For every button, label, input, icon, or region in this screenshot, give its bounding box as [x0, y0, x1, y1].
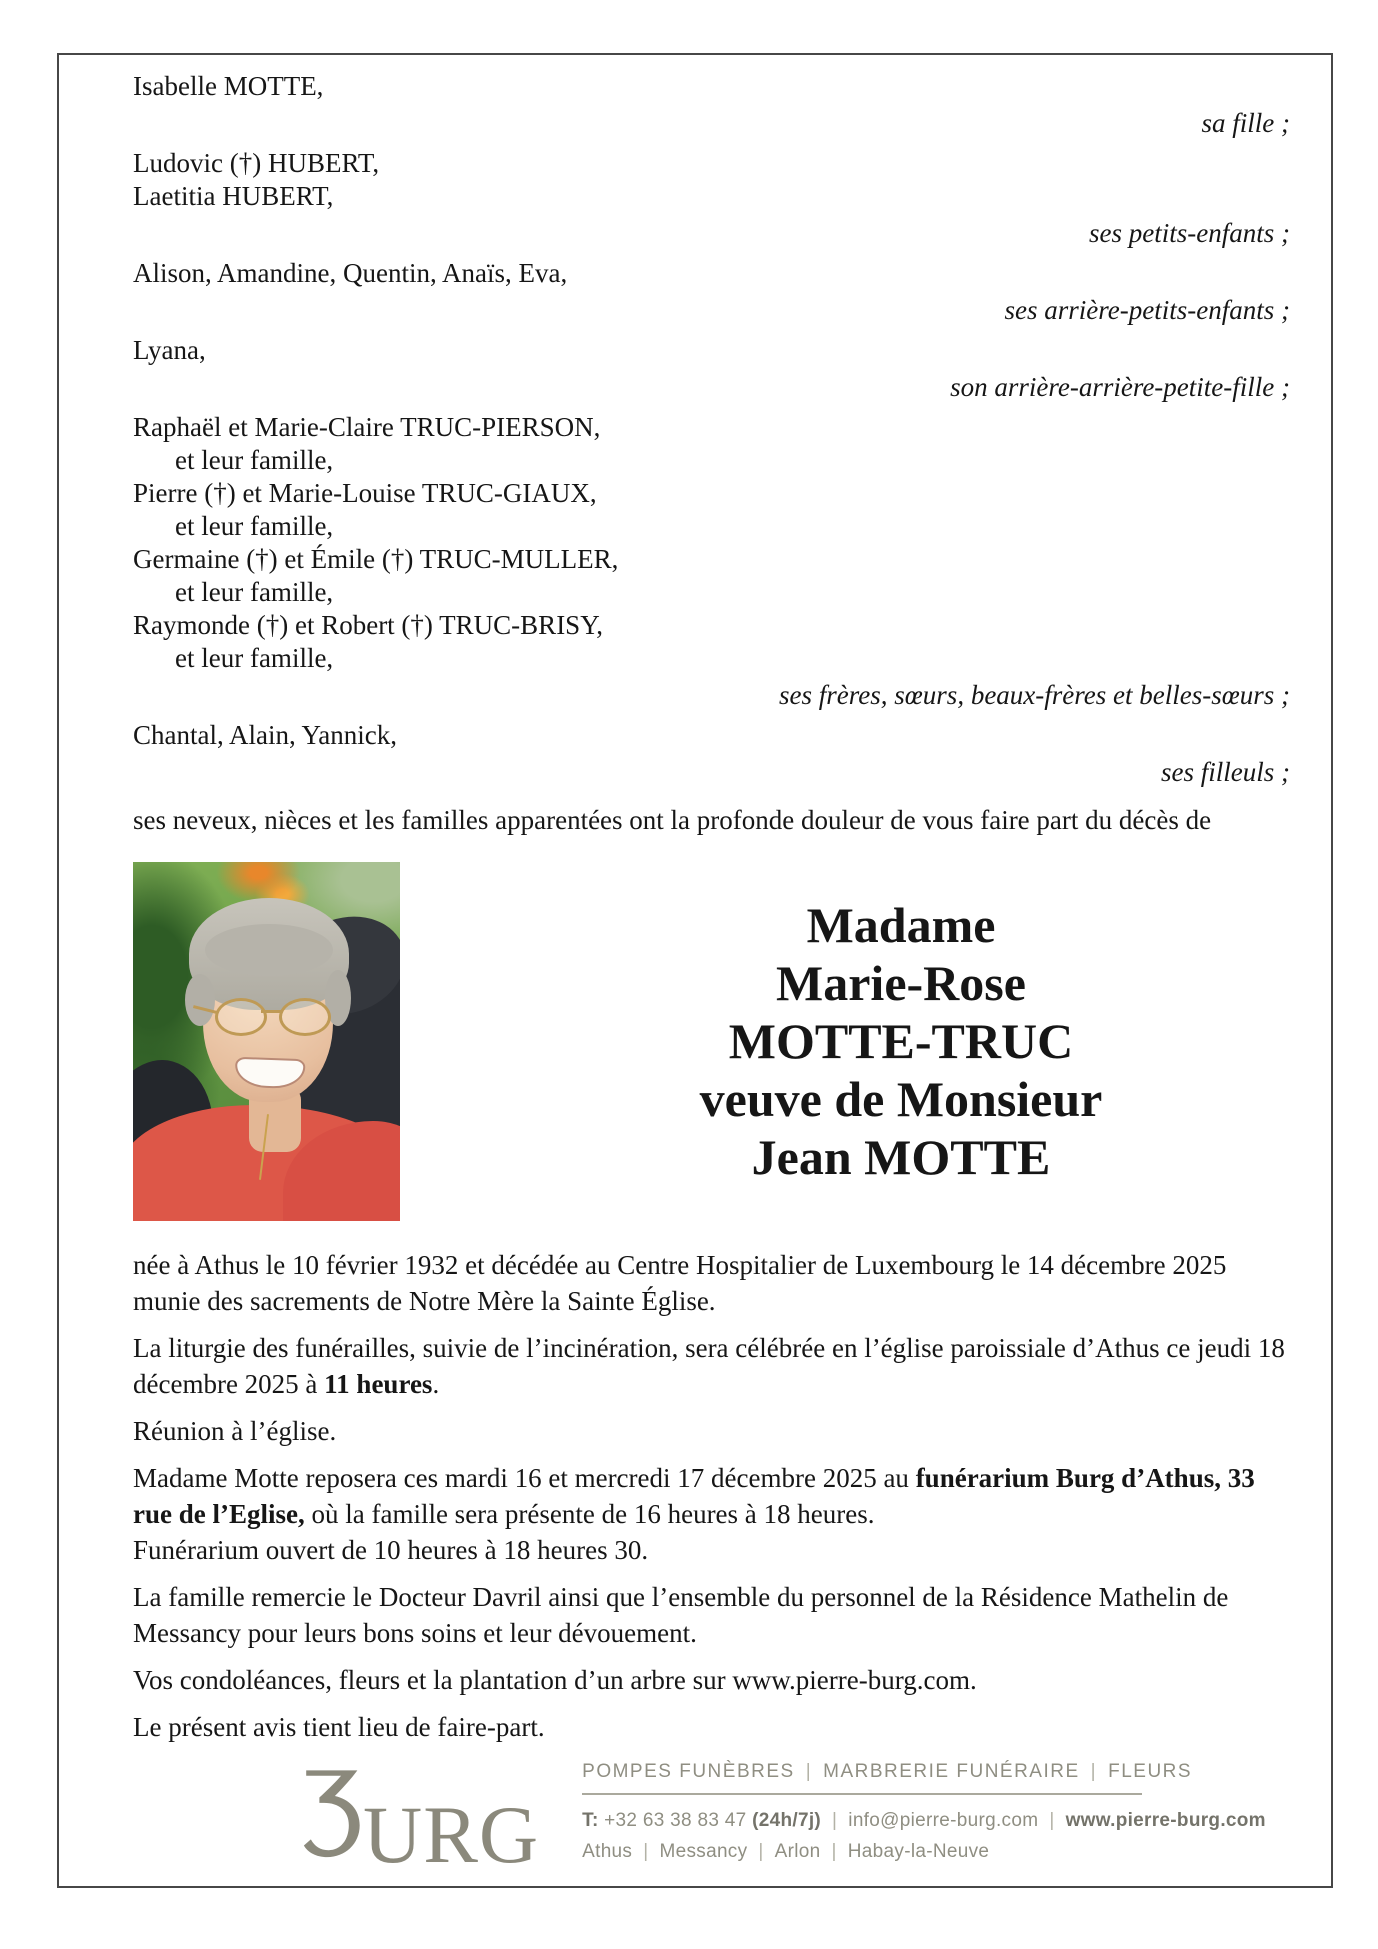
burg-logo: [300, 1761, 540, 1880]
family-member-line: Ludovic (†) HUBERT,: [133, 148, 380, 178]
liturgy-time: 11 heures: [324, 1369, 433, 1399]
hero-section: [133, 862, 1290, 1221]
service-pompes-funebres: POMPES FUNÈBRES: [582, 1761, 795, 1782]
phone-number: +32 63 38 83 47: [598, 1810, 753, 1831]
deceased-last-name: MOTTE-TRUC: [728, 1013, 1074, 1069]
service-marbrerie: MARBRERIE FUNÉRAIRE: [823, 1761, 1080, 1782]
burg-logo-text: URG: [363, 1789, 540, 1880]
funerarium-opening-hours: Funérarium ouvert de 10 heures à 18 heures 30.: [133, 1535, 649, 1565]
paragraph-repose: [133, 1460, 1290, 1568]
announcement-document: [133, 70, 1290, 1880]
deceased-husband-name: Jean MOTTE: [751, 1129, 1051, 1185]
paragraph-liturgy: [133, 1330, 1290, 1402]
funeral-home-footer: [133, 1761, 1290, 1880]
family-member-line: Chantal, Alain, Yannick,: [133, 720, 397, 750]
portrait-hair-fringe: [205, 924, 333, 976]
family-member-line: Alison, Amandine, Quentin, Anaïs, Eva,: [133, 258, 568, 288]
relation-label: ses filleuls ;: [1161, 757, 1290, 787]
family-member-line: et leur famille,: [175, 577, 334, 607]
phone-hours: (24h/7j): [752, 1810, 822, 1831]
portrait-photo: [133, 862, 400, 1221]
burg-logo-b-glyph: [300, 1761, 362, 1865]
family-member-line: Lyana,: [133, 335, 206, 365]
glasses-bridge: [261, 1010, 281, 1013]
website-url: www.pierre-burg.com: [1065, 1810, 1266, 1831]
liturgy-period: .: [432, 1369, 440, 1399]
deceased-widow-line: veuve de Monsieur: [699, 1071, 1103, 1127]
pipe-separator: |: [758, 1841, 764, 1862]
email-address: info@pierre-burg.com: [848, 1810, 1039, 1831]
paragraph-condolences: Vos condoléances, fleurs et la plantation d’un arbre sur www.pierre-burg.com.: [133, 1665, 977, 1695]
relation-label: ses petits-enfants ;: [1089, 218, 1290, 248]
family-member-line: Raymonde (†) et Robert (†) TRUC-BRISY,: [133, 610, 603, 640]
relation-label: ses frères, sœurs, beaux-frères et belles-sœurs ;: [779, 680, 1290, 710]
repose-text: Madame Motte reposera ces mardi 16 et mercredi 17 décembre 2025 au: [133, 1463, 916, 1493]
glasses-right-lens: [279, 998, 331, 1036]
liturgy-text: La liturgie des funérailles, suivie de l’incinération, sera célébrée en l’église paroissiale d’Athus ce jeudi 18 décembre 2025 à: [133, 1333, 1285, 1399]
relation-label: son arrière-arrière-petite-fille ;: [950, 372, 1290, 402]
pipe-separator: |: [1049, 1810, 1055, 1831]
family-member-line: Germaine (†) et Émile (†) TRUC-MULLER,: [133, 544, 619, 574]
funerarium-address: funérarium Burg d’Athus, 33 rue de l’Eglise,: [133, 1463, 1255, 1529]
city-messancy: Messancy: [659, 1841, 748, 1862]
pipe-separator: |: [831, 1841, 837, 1862]
family-member-line: Raphaël et Marie-Claire TRUC-PIERSON,: [133, 412, 601, 442]
family-member-line: Isabelle MOTTE,: [133, 71, 324, 101]
paragraph-reunion: Réunion à l’église.: [133, 1416, 337, 1446]
relation-label: ses arrière-petits-enfants ;: [1004, 295, 1290, 325]
city-arlon: Arlon: [774, 1841, 821, 1862]
paragraph-notice: Le présent avis tient lieu de faire-part.: [133, 1712, 545, 1742]
footer-divider: [582, 1793, 1142, 1795]
glasses-left-lens: [215, 998, 267, 1036]
paragraph-thanks: La famille remercie le Docteur Davril ainsi que l’ensemble du personnel de la Résidence Mathelin de Messancy pour leurs bons soins et leur dévouement.: [133, 1582, 1229, 1648]
footer-services-line: [582, 1761, 1266, 1783]
phone-label: T:: [582, 1810, 599, 1831]
family-list: [133, 70, 1290, 789]
relation-label: sa fille ;: [1201, 108, 1290, 138]
family-member-line: Laetitia HUBERT,: [133, 181, 334, 211]
pipe-separator: |: [832, 1810, 838, 1831]
service-fleurs: FLEURS: [1108, 1761, 1193, 1782]
pipe-separator: |: [643, 1841, 649, 1862]
announcement-intro: ses neveux, nièces et les familles apparentées ont la profonde douleur de vous faire part du décès de: [133, 805, 1212, 835]
deceased-title: [400, 896, 1290, 1221]
footer-phone-line: [582, 1810, 1266, 1832]
family-member-line: et leur famille,: [175, 643, 334, 673]
portrait-hair-left: [185, 974, 215, 1026]
family-member-line: et leur famille,: [175, 445, 334, 475]
deceased-title-line: Madame: [806, 897, 996, 953]
deceased-first-name: Marie-Rose: [776, 955, 1026, 1011]
family-member-line: Pierre (†) et Marie-Louise TRUC-GIAUX,: [133, 478, 597, 508]
family-member-line: et leur famille,: [175, 511, 334, 541]
city-habay: Habay-la-Neuve: [847, 1841, 990, 1862]
pipe-separator: |: [1090, 1761, 1098, 1782]
repose-hours: où la famille sera présente de 16 heures à 18 heures.: [304, 1499, 875, 1529]
footer-contact-block: [582, 1761, 1266, 1865]
city-athus: Athus: [582, 1841, 633, 1862]
paragraph-birth-death: née à Athus le 10 février 1932 et décédée au Centre Hospitalier de Luxembourg le 14 décembre 2025 munie des sacrements de Notre Mère la Sainte Église.: [133, 1250, 1227, 1316]
pipe-separator: |: [805, 1761, 813, 1782]
footer-cities-line: [582, 1841, 1266, 1863]
